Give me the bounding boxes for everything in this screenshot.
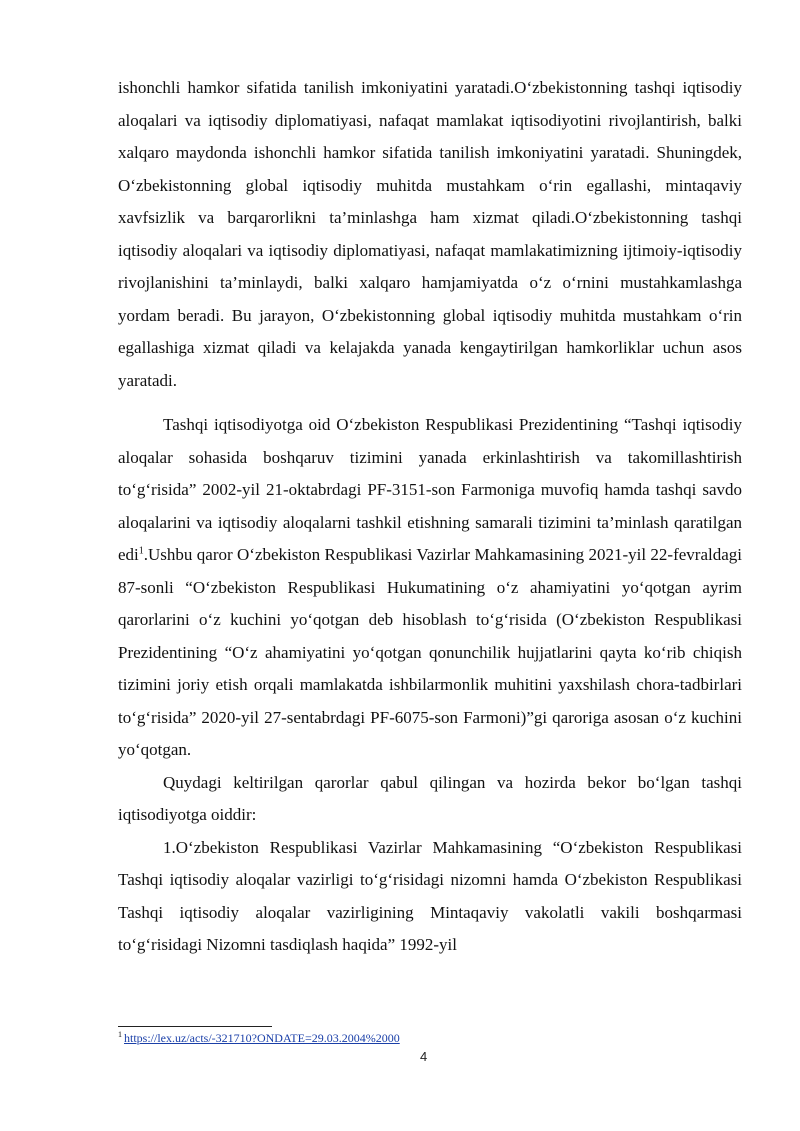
paragraph-2-text-end: .Ushbu qaror O‘zbekiston Respublikasi Vazirlar Mahkamasining 2021-yil 22-fevraldagi 87-sonli “O‘zbekiston Respublikasi Hukumatining o‘z ahamiyatini yo‘qotgan ayrim qarorlarini o‘z kuchini yo‘qotgan deb hisoblash to‘g‘risida (O‘zbekiston Respublikasi Prezidentining “O‘z ahamiyatini yo‘qotgan qonunchilik hujjatlarini qayta ko‘rib chiqish tizimini joriy etish orqali mamlakatda ishbilarmonlik muhitini yaxshilash chora-tadbirlari to‘g‘risida” 2020-yil 27-sentabrdagi PF-6075-son Farmoni)”gi qaroriga asosan o‘z kuchini yo‘qotgan. <box>118 545 742 759</box>
paragraph-2 <box>118 409 742 767</box>
footnote-reference[interactable]: 1 <box>138 545 144 557</box>
footnote-number: 1 <box>118 1030 122 1039</box>
document-body <box>118 72 742 962</box>
paragraph-4: 1.O‘zbekiston Respublikasi Vazirlar Mahkamasining “O‘zbekiston Respublikasi Tashqi iqtisodiy aloqalar vazirligi to‘g‘risidagi nizomni hamda O‘zbekiston Respublikasi Tashqi iqtisodiy aloqalar vazirligining Mintaqaviy vakolatli vakili boshqarmasi to‘g‘risidagi Nizomni tasdiqlash haqida” 1992-yil <box>118 837 742 954</box>
paragraph-2-text-start: Tashqi iqtisodiyotga oid O‘zbekiston Respublikasi Prezidentining “Tashqi iqtisodiy aloqalar sohasida boshqaruv tizimini yanada erkinlashtirish va takomillashtirish to‘g‘risida” 2002-yil 21-oktabrdagi PF-3151-son Farmoniga muvofiq hamda tashqi savdo aloqalarini va iqtisodiy aloqalarni tashkil etishning samarali tizimini ta’minlash qaratilgan edi <box>118 415 742 564</box>
paragraph-3: Quydagi keltirilgan qarorlar qabul qilingan va hozirda bekor bo‘lgan tashqi iqtisodiyotga oiddir: <box>118 772 742 824</box>
paragraph-1: ishonchli hamkor sifatida tanilish imkoniyatini yaratadi.O‘zbekistonning tashqi iqtisodiy aloqalari va iqtisodiy diplomatiyasi, nafaqat mamlakat iqtisodiyotini rivojlantirish, balki xalqaro maydonda ishonchli hamkor sifatida tanilish imkoniyatini yaratadi. Shuningdek, O‘zbekistonning global iqtisodiy muhitda mustahkam o‘rin egallashi, mintaqaviy xavfsizlik va barqarorlikni ta’minlashga ham xizmat qiladi.O‘zbekistonning tashqi iqtisodiy aloqalari va iqtisodiy diplomatiyasi, nafaqat mamlakatimizning ijtimoiy-iqtisodiy rivojlanishini ta’minlaydi, balki xalqaro hamjamiyatda o‘z o‘rnini mustahkamlashga yordam beradi. Bu jarayon, O‘zbekistonning global iqtisodiy muhitda mustahkam o‘rin egallashiga xizmat qiladi va kelajakda yanada kengaytirilgan hamkorliklar uchun asos yaratadi. <box>118 78 742 390</box>
page-number: 4 <box>420 1049 428 1064</box>
footnote-separator <box>118 1026 272 1027</box>
footnote <box>118 1030 400 1046</box>
footnote-link[interactable]: https://lex.uz/acts/-321710?ONDATE=29.03.2004%2000 <box>124 1031 400 1045</box>
